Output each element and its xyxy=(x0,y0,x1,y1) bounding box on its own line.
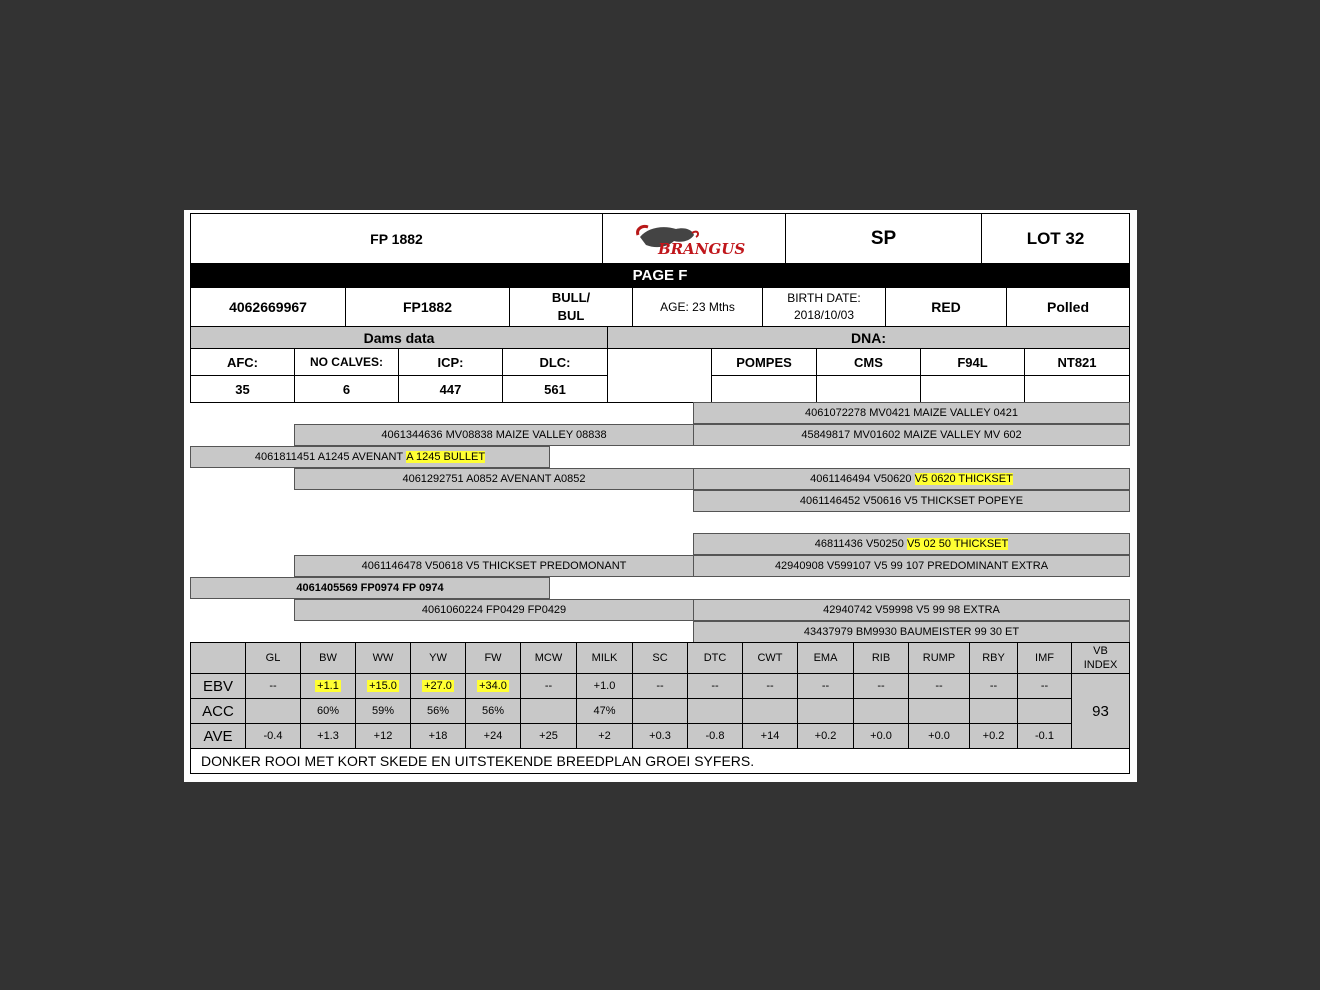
ebv-row-label-ebv: EBV xyxy=(190,673,246,699)
no-calves-header: NO CALVES: xyxy=(294,348,399,376)
pedigree-sire-dam: 4061292751 A0852 AVENANT A0852 xyxy=(294,468,694,490)
ebv-cell-ave-rby xyxy=(969,723,1018,749)
ebv-value: +0.0 xyxy=(928,730,950,742)
ebv-value: +0.3 xyxy=(649,730,671,742)
ebv-cell-ebv-mcw xyxy=(520,673,577,699)
ebv-col-header-cwt: CWT xyxy=(742,642,798,674)
ebv-cell-acc-milk xyxy=(576,698,633,724)
ebv-cell-ebv-dtc xyxy=(687,673,743,699)
ebv-value: -- xyxy=(935,680,943,692)
ebv-cell-ave-bw xyxy=(300,723,356,749)
ebv-cell-ebv-rby xyxy=(969,673,1018,699)
ebv-cell-ebv-fw xyxy=(465,673,521,699)
pedigree-dam-sire-dam: 42940908 V599107 V5 99 107 PREDOMINANT EXTRA xyxy=(693,555,1130,577)
ebv-value: +27.0 xyxy=(424,680,452,692)
ebv-value: -0.8 xyxy=(705,730,725,742)
birth-date-value: 2018/10/03 xyxy=(793,308,855,322)
ebv-cell-ebv-imf xyxy=(1017,673,1072,699)
ebv-cell-acc-rump xyxy=(908,698,970,724)
dams-data-title: Dams data xyxy=(190,326,608,349)
vb-index-header xyxy=(1071,642,1130,674)
dna-f94l-header: F94L xyxy=(920,348,1025,376)
sale-catalogue-card xyxy=(184,210,1137,782)
sire-highlight: A 1245 BULLET xyxy=(406,451,486,463)
dna-cms-header: CMS xyxy=(816,348,921,376)
pedigree-sire xyxy=(190,446,550,468)
ebv-value: +1.3 xyxy=(317,730,339,742)
ebv-value: +15.0 xyxy=(369,680,397,692)
ebv-cell-ave-ema xyxy=(797,723,854,749)
pedigree-sire-sire: 4061344636 MV08838 MAIZE VALLEY 08838 xyxy=(294,424,694,446)
birth-date-cell xyxy=(762,287,886,327)
ebv-value: 60% xyxy=(316,705,340,717)
ebv-cell-ave-cwt xyxy=(742,723,798,749)
animal-ident: FP1882 xyxy=(345,287,510,327)
ebv-value: 56% xyxy=(481,705,505,717)
bull-logo-icon xyxy=(634,219,754,259)
page-label: PAGE F xyxy=(190,263,1130,288)
code-header: SP xyxy=(785,213,982,264)
ebv-col-header-ema: EMA xyxy=(797,642,854,674)
ebv-cell-ebv-milk xyxy=(576,673,633,699)
comment: DONKER ROOI MET KORT SKEDE EN UITSTEKENDE BREEDPLAN GROEI SYFERS. xyxy=(190,748,1130,774)
pedigree-sire-sire-dam: 45849817 MV01602 MAIZE VALLEY MV 602 xyxy=(693,424,1130,446)
horn-status-cell: Polled xyxy=(1006,287,1130,327)
ebv-cell-acc-cwt xyxy=(742,698,798,724)
ebv-cell-ave-sc xyxy=(632,723,688,749)
ebv-value: -- xyxy=(269,680,277,692)
ebv-cell-ave-rump xyxy=(908,723,970,749)
ebv-cell-ave-rib xyxy=(853,723,909,749)
ebv-value: +1.1 xyxy=(317,680,339,692)
dna-blank-cell xyxy=(607,348,712,403)
ebv-value: -- xyxy=(1040,680,1049,692)
ebv-cell-acc-ww xyxy=(355,698,411,724)
dss-name: 46811436 V50250 xyxy=(814,538,904,550)
ebv-col-header-ww: WW xyxy=(355,642,411,674)
icp-header: ICP: xyxy=(398,348,503,376)
ebv-col-header-dtc: DTC xyxy=(687,642,743,674)
ebv-col-header-fw: FW xyxy=(465,642,521,674)
ebv-cell-ave-imf xyxy=(1017,723,1072,749)
ebv-row-label-ave: AVE xyxy=(190,723,246,749)
registration-number: 4062669967 xyxy=(190,287,346,327)
pedigree-dam-dam: 4061060224 FP0429 FP0429 xyxy=(294,599,694,621)
dlc-header: DLC: xyxy=(502,348,608,376)
vb-index-label-2: INDEX xyxy=(1083,659,1118,671)
ebv-cell-ave-dtc xyxy=(687,723,743,749)
ebv-cell-ebv-bw xyxy=(300,673,356,699)
ebv-col-header-rump: RUMP xyxy=(908,642,970,674)
sex-cell xyxy=(509,287,633,327)
ebv-value: -- xyxy=(656,680,664,692)
ebv-cell-ebv-rib xyxy=(853,673,909,699)
pedigree-connector xyxy=(294,567,295,577)
ebv-cell-acc-imf xyxy=(1017,698,1072,724)
ebv-value: 56% xyxy=(426,705,450,717)
ebv-value: -- xyxy=(989,680,998,692)
ebv-value: -- xyxy=(821,680,830,692)
pedigree-connector xyxy=(294,436,295,446)
ebv-value: +14 xyxy=(760,730,780,742)
pedigree-connector xyxy=(693,414,694,424)
ebv-value: +25 xyxy=(539,730,558,742)
afc-header: AFC: xyxy=(190,348,295,376)
dss-highlight: V5 02 50 THICKSET xyxy=(906,538,1009,550)
ebv-cell-ebv-sc xyxy=(632,673,688,699)
ebv-value: -- xyxy=(544,680,553,692)
no-calves-value: 6 xyxy=(294,375,399,403)
brangus-logo xyxy=(602,213,786,264)
ebv-cell-acc-bw xyxy=(300,698,356,724)
ebv-cell-acc-sc xyxy=(632,698,688,724)
ebv-cell-ave-ww xyxy=(355,723,411,749)
sds-name: 4061146494 V50620 xyxy=(810,473,912,485)
ebv-value: +24 xyxy=(483,730,503,742)
pedigree-dam-dam-sire: 42940742 V59998 V5 99 98 EXTRA xyxy=(693,599,1130,621)
dna-nt821-value xyxy=(1024,375,1130,403)
ebv-col-header-milk: MILK xyxy=(576,642,633,674)
dna-pompes-value xyxy=(711,375,817,403)
vb-index-value: 93 xyxy=(1071,673,1130,749)
birth-date-label: BIRTH DATE: xyxy=(787,291,861,305)
animal-id-header: FP 1882 xyxy=(190,213,603,264)
pedigree-sire-sire-sire: 4061072278 MV0421 MAIZE VALLEY 0421 xyxy=(693,402,1130,424)
ebv-cell-ebv-yw xyxy=(410,673,466,699)
ebv-col-header-gl: GL xyxy=(245,642,301,674)
dna-nt821-header: NT821 xyxy=(1024,348,1130,376)
ebv-cell-ave-gl xyxy=(245,723,301,749)
age-cell: AGE: 23 Mths xyxy=(632,287,763,327)
ebv-value: -- xyxy=(766,680,774,692)
dna-title: DNA: xyxy=(607,326,1130,349)
dna-cms-value xyxy=(816,375,921,403)
pedigree-connector xyxy=(693,545,694,555)
dna-pompes-header: POMPES xyxy=(711,348,817,376)
ebv-cell-acc-gl xyxy=(245,698,301,724)
ebv-row-label-acc: ACC xyxy=(190,698,246,724)
ebv-col-header-yw: YW xyxy=(410,642,466,674)
ebv-col-header-rib: RIB xyxy=(853,642,909,674)
ebv-cell-ebv-gl xyxy=(245,673,301,699)
ebv-cell-acc-rby xyxy=(969,698,1018,724)
lot-header: LOT 32 xyxy=(981,213,1130,264)
ebv-cell-ave-mcw xyxy=(520,723,577,749)
ebv-value: +34.0 xyxy=(479,680,507,692)
ebv-value: +0.0 xyxy=(870,730,892,742)
sex-line-1: BULL/ xyxy=(551,290,591,305)
pedigree-sire-dam-sire xyxy=(693,468,1130,490)
ebv-corner-cell xyxy=(190,642,246,674)
ebv-cell-ave-milk xyxy=(576,723,633,749)
ebv-cell-acc-yw xyxy=(410,698,466,724)
ebv-col-header-imf: IMF xyxy=(1017,642,1072,674)
ebv-value: +0.2 xyxy=(814,730,837,742)
logo-text: BRANGUS xyxy=(658,239,746,258)
ebv-value: -- xyxy=(877,680,885,692)
sire-name: 4061811451 A1245 AVENANT xyxy=(254,451,404,463)
ebv-cell-ebv-cwt xyxy=(742,673,798,699)
ebv-value: +18 xyxy=(428,730,448,742)
ebv-cell-acc-fw xyxy=(465,698,521,724)
ebv-cell-acc-mcw xyxy=(520,698,577,724)
pedigree-dam-sire-sire xyxy=(693,533,1130,555)
ebv-col-header-bw: BW xyxy=(300,642,356,674)
ebv-cell-ebv-ww xyxy=(355,673,411,699)
dna-f94l-value xyxy=(920,375,1025,403)
ebv-cell-acc-ema xyxy=(797,698,854,724)
ebv-cell-acc-dtc xyxy=(687,698,743,724)
ebv-value: 47% xyxy=(593,705,616,717)
sex-line-2: BUL xyxy=(557,308,585,323)
ebv-cell-ebv-rump xyxy=(908,673,970,699)
ebv-value: -0.1 xyxy=(1035,730,1054,742)
ebv-value: +0.2 xyxy=(982,730,1005,742)
pedigree-dam: 4061405569 FP0974 FP 0974 xyxy=(190,577,550,599)
ebv-cell-ave-fw xyxy=(465,723,521,749)
afc-value: 35 xyxy=(190,375,295,403)
ebv-cell-ebv-ema xyxy=(797,673,854,699)
ebv-value: -- xyxy=(711,680,719,692)
icp-value: 447 xyxy=(398,375,503,403)
ebv-value: 59% xyxy=(371,705,395,717)
ebv-col-header-rby: RBY xyxy=(969,642,1018,674)
ebv-col-header-mcw: MCW xyxy=(520,642,577,674)
vb-index-label-1: VB xyxy=(1093,645,1108,657)
pedigree-dam-sire: 4061146478 V50618 V5 THICKSET PREDOMONANT xyxy=(294,555,694,577)
ebv-value: +2 xyxy=(598,730,611,742)
pedigree-sire-dam-dam: 4061146452 V50616 V5 THICKSET POPEYE xyxy=(693,490,1130,512)
ebv-col-header-sc: SC xyxy=(632,642,688,674)
pedigree-dam-dam-dam: 43437979 BM9930 BAUMEISTER 99 30 ET xyxy=(693,621,1130,643)
sds-highlight: V5 0620 THICKSET xyxy=(914,473,1013,485)
ebv-value: -0.4 xyxy=(263,730,283,742)
colour-cell: RED xyxy=(885,287,1007,327)
ebv-cell-acc-rib xyxy=(853,698,909,724)
ebv-value: +12 xyxy=(373,730,393,742)
ebv-value: +1.0 xyxy=(593,680,616,692)
dlc-value: 561 xyxy=(502,375,608,403)
ebv-cell-ave-yw xyxy=(410,723,466,749)
